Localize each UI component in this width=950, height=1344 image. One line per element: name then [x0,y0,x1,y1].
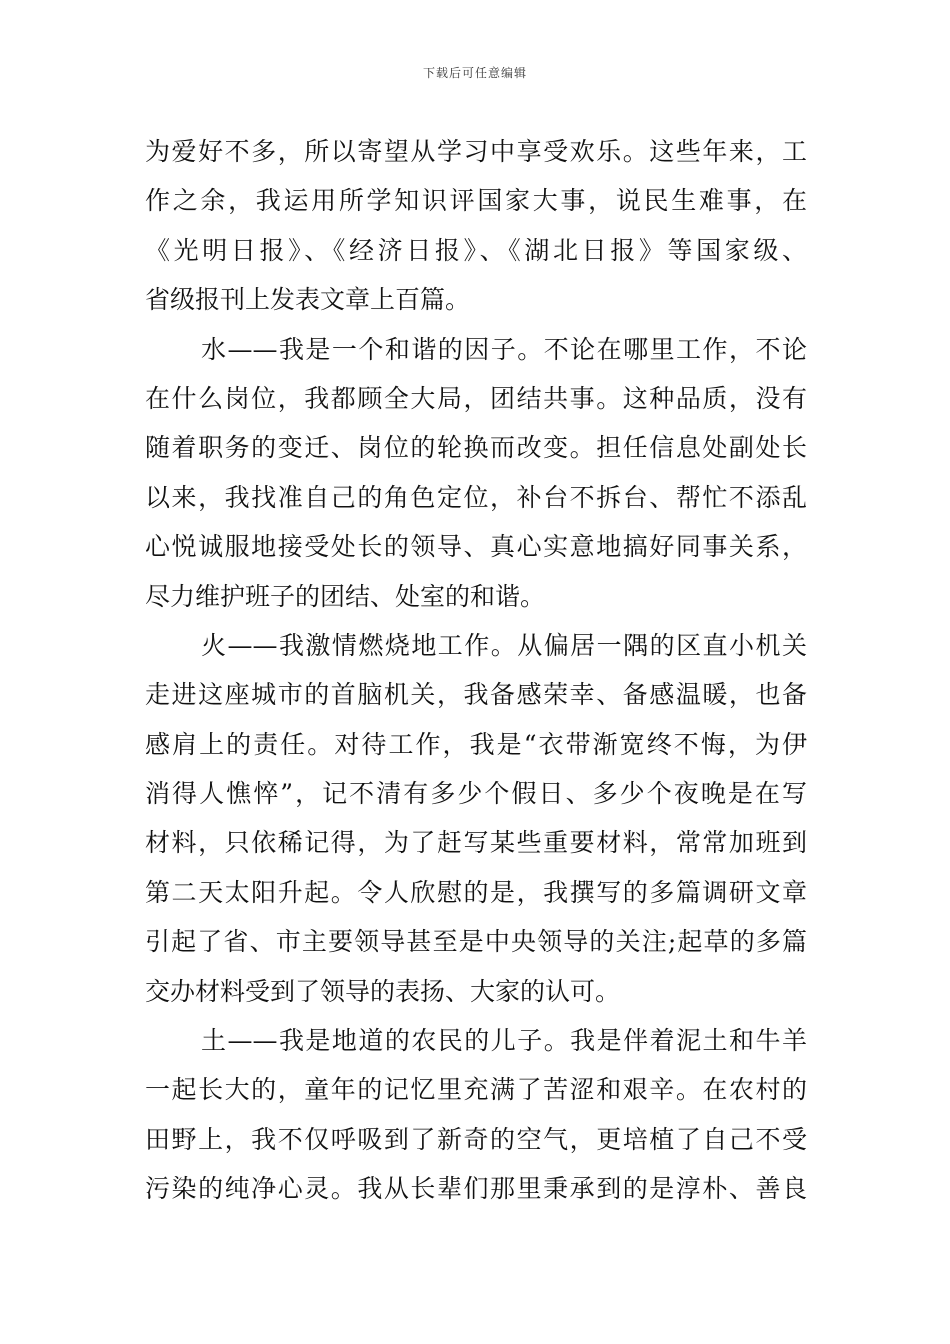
text-line: 随着职务的变迁、岗位的轮换而改变。担任信息处副处长 [145,433,807,463]
text-line: 引起了省、市主要领导甚至是中央领导的关注;起草的多篇 [145,927,807,957]
text-line: 尽力维护班子的团结、处室的和谐。 [145,581,546,611]
text-line: 交办材料受到了领导的表扬、大家的认可。 [145,976,621,1006]
text-line: 在什么岗位，我都顾全大局，团结共事。这种品质，没有 [145,383,807,413]
text-line: 走进这座城市的首脑机关，我备感荣幸、备感温暖，也备 [145,680,807,710]
text-line: 为爱好不多，所以寄望从学习中享受欢乐。这些年来，工 [145,137,807,166]
text-line: 材料，只依稀记得，为了赶写某些重要材料，常常加班到 [145,828,807,858]
document-body [145,127,807,1214]
text-line: 火——我激情燃烧地工作。从偏居一隅的区直小机关 [201,630,807,660]
text-line: 以来，我找准自己的角色定位，补台不拆台、帮忙不添乱 [145,482,807,512]
text-line: 土——我是地道的农民的儿子。我是伴着泥土和牛羊 [201,1026,807,1056]
text-line: 水——我是一个和谐的因子。不论在哪里工作，不论 [201,334,807,364]
text-line: 《光明日报》、《经济日报》、《湖北日报》等国家级、 [145,235,807,265]
text-line: 一起长大的，童年的记忆里充满了苦涩和艰辛。在农村的 [145,1075,807,1105]
page-header: 下载后可任意编辑 [422,66,527,80]
text-line: 心悦诚服地接受处长的领导、真心实意地搞好同事关系， [145,532,807,562]
text-line: 第二天太阳升起。令人欣慰的是，我撰写的多篇调研文章 [145,877,807,907]
text-line: 消得人憔悴”，记不清有多少个假日、多少个夜晚是在写 [145,779,807,809]
text-line: 作之余，我运用所学知识评国家大事，说民生难事，在 [145,186,807,216]
text-line: 污染的纯净心灵。我从长辈们那里秉承到的是淳朴、善良 [145,1174,807,1204]
text-line: 省级报刊上发表文章上百篇。 [145,285,471,315]
text-line: 田野上，我不仅呼吸到了新奇的空气，更培植了自己不受 [145,1124,807,1154]
text-line: 感肩上的责任。对待工作，我是“衣带渐宽终不悔，为伊 [145,729,807,759]
